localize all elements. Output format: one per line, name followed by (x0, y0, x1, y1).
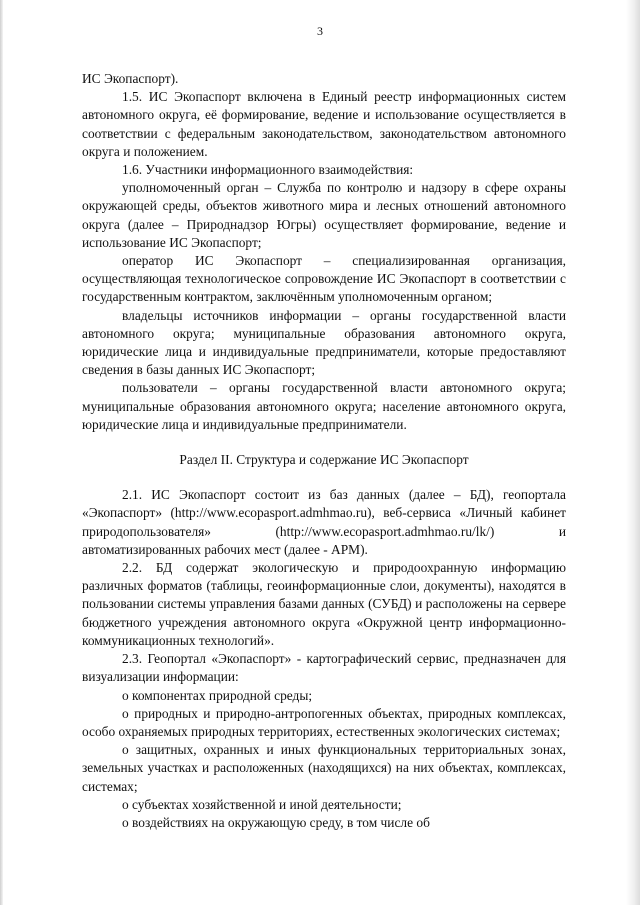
participant-users: пользователи – органы государственной власти автономного округа; муниципальные образования автономного округа; население автономного округа, юридические лица и индивидуальные предприниматели. (82, 380, 566, 432)
list-item: о защитных, охранных и иных функциональных территориальных зонах, земельных участках и расположенных (находящихся) на них объектах, комплексах, системах; (82, 742, 566, 794)
scan-edge-right (626, 0, 640, 905)
paragraph-2-1: 2.1. ИС Экопаспорт состоит из баз данных (далее – БД), геопортала «Экопаспорт» (http://www.ecopasport.admhmao.ru), веб-сервиса «Личный кабинет природопользователя» (http://www.ecopasport.admhmao.ru/lk/) и автоматизированных рабочих мест (далее - АРМ). (82, 487, 566, 557)
paragraph-1-5: 1.5. ИС Экопаспорт включена в Единый реестр информационных систем автономного округа, её формирование, ведение и использование осуществляется в соответствии с федеральным законодательством, законодательством автономного округа и положением. (82, 89, 566, 159)
scan-edge-left (0, 0, 3, 905)
participant-data-owners: владельцы источников информации – органы государственной власти автономного округа; муниципальные образования автономного округа, юридические лица и индивидуальные предприниматели, которые предоставляют сведения в базы данных ИС Экопаспорт; (82, 307, 566, 378)
paragraph-1-6: 1.6. Участники информационного взаимодействия: (122, 162, 414, 178)
list-item: о компонентах природной среды; (122, 687, 313, 703)
participant-operator: оператор ИС Экопаспорт – специализированная организация, осуществляющая технологическое сопровождение ИС Экопаспорт в соответствии с государственным контрактом, заключённым уполномоченным органом; (82, 253, 566, 305)
section-heading: Раздел II. Структура и содержание ИС Экопаспорт (179, 452, 469, 468)
paragraph-2-2: 2.2. БД содержат экологическую и природоохранную информацию различных форматов (таблицы, геоинформационные слои, документы), находятся в пользовании системы управления базами данных (СУБД) и расположены на сервере бюджетного учреждения автономного округа «Окружной центр информационно-коммуникационных технологий». (82, 560, 566, 648)
list-item: о субъектах хозяйственной и иной деятельности; (122, 796, 402, 812)
participant-authorized-body: уполномоченный орган – Служба по контролю и надзору в сфере охраны окружающей среды, объектов животного мира и лесных отношений автономного округа (далее – Природнадзор Югры) осуществляет формирование, ведение и использование ИС Экопаспорт; (82, 180, 566, 250)
page-number: 3 (317, 24, 323, 38)
paragraph-continuation: ИС Экопаспорт). (82, 71, 179, 86)
list-item: о природных и природно-антропогенных объектах, природных комплексах, особо охраняемых природных территориях, естественных экологических системах; (82, 705, 566, 739)
document-body (82, 70, 566, 832)
paragraph-2-3: 2.3. Геопортал «Экопаспорт» - картографический сервис, предназначен для визуализации информации: (82, 651, 566, 685)
list-item: о воздействиях на окружающую среду, в том числе об (122, 814, 430, 830)
